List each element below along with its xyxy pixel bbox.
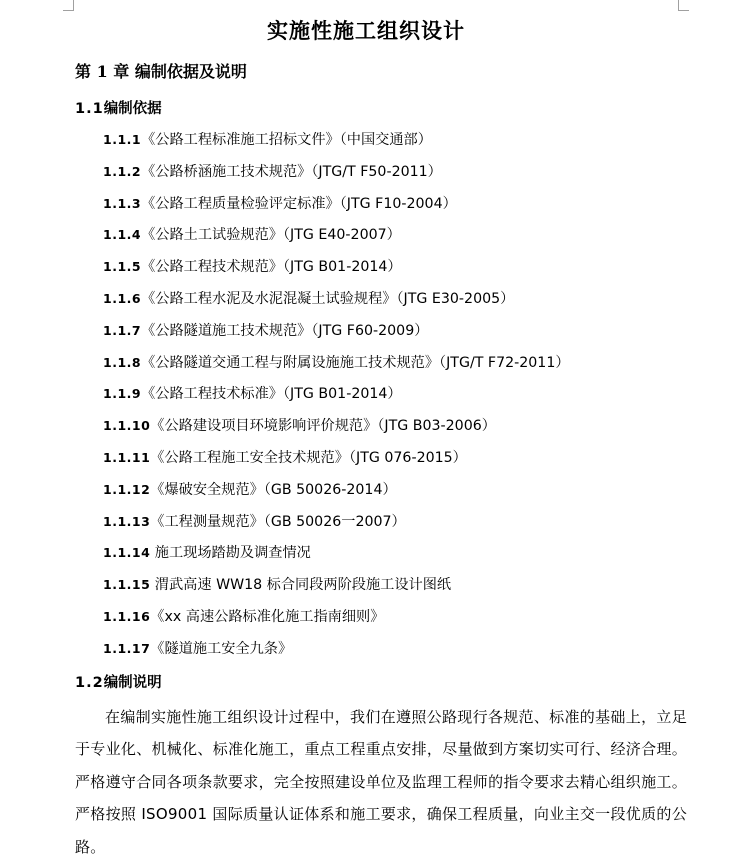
reference-title: 《工程测量规范》（GB 50026一2007） — [150, 513, 406, 530]
section-title: 编制说明 — [103, 675, 162, 691]
reference-title: 《公路隧道交通工程与附属设施施工技术规范》（JTG/T F72-2011） — [141, 354, 570, 371]
reference-number: 1.1.1 — [103, 132, 142, 147]
reference-number: 1.1.15 — [103, 577, 151, 593]
reference-number: 1.1.17 — [103, 640, 151, 656]
reference-title: 《隧道施工安全九条》 — [150, 640, 293, 657]
reference-title: 《爆破安全规范》（GB 50026-2014） — [150, 481, 397, 498]
reference-item — [103, 572, 451, 598]
section-title: 编制依据 — [103, 101, 162, 117]
reference-number: 1.1.9 — [103, 386, 142, 402]
reference-title: 《公路建设项目环境影响评价规范》（JTG B03-2006） — [150, 418, 496, 435]
reference-number: 1.1.3 — [103, 195, 142, 211]
reference-item — [103, 445, 467, 471]
reference-title: 《公路隧道施工技术规范》（JTG F60-2009） — [141, 322, 429, 339]
reference-number: 1.1.12 — [103, 481, 151, 497]
reference-item — [103, 350, 570, 376]
explanation-paragraph: 在编制实施性施工组织设计过程中，我们在遵照公路现行各规范、标准的基础上，立足于专业化、机械化、标准化施工，重点工程重点安排，尽量做到方案切实可行、经济合理。严格遵守合同各项条款要求，完全按照建设单位及监理工程师的指令要求去精心组织施工。严格按照 ISO9001 国际质量认证体系和施工要求，确保工程质量，向业主交一段优质的公路。 — [75, 708, 688, 856]
reference-title: 施工现场踏勘及调查情况 — [150, 545, 311, 562]
reference-number: 1.1.7 — [103, 322, 142, 338]
section-heading-1-2 — [75, 670, 162, 696]
reference-item — [103, 222, 401, 248]
reference-item — [103, 540, 311, 566]
reference-number: 1.1.4 — [103, 227, 142, 243]
reference-item — [103, 286, 514, 312]
reference-item — [103, 413, 496, 439]
reference-item — [103, 159, 442, 185]
reference-item — [103, 318, 428, 344]
reference-item — [103, 636, 292, 662]
reference-number: 1.1.13 — [103, 513, 151, 529]
section-number: 1.1 — [75, 101, 104, 117]
reference-title: 《公路工程水泥及水泥混凝土试验规程》（JTG E30-2005） — [141, 291, 515, 307]
document-title: 实施性施工组织设计 — [267, 18, 465, 43]
reference-item — [103, 604, 384, 630]
section-heading-1-1 — [75, 96, 162, 122]
reference-number: 1.1.10 — [103, 418, 151, 434]
reference-title: 《公路工程施工安全技术规范》（JTG 076-2015） — [150, 450, 467, 466]
reference-title: 《xx 高速公路标准化施工指南细则》 — [150, 609, 385, 625]
page-corner-mark-right — [678, 0, 689, 11]
page-corner-mark-left — [63, 0, 74, 11]
reference-number: 1.1.6 — [103, 291, 142, 306]
reference-title: 《公路工程技术规范》（JTG B01-2014） — [141, 259, 402, 276]
section-number: 1.2 — [75, 675, 104, 691]
reference-item — [103, 254, 402, 280]
reference-title: 《公路土工试验规范》（JTG E40-2007） — [141, 227, 401, 244]
reference-title: 《公路工程技术标准》（JTG B01-2014） — [141, 386, 402, 403]
reference-title: 《公路桥涵施工技术规范》（JTG/T F50-2011） — [141, 163, 442, 180]
reference-number: 1.1.11 — [103, 450, 151, 465]
reference-item — [103, 381, 402, 407]
reference-number: 1.1.5 — [103, 259, 142, 275]
reference-item — [103, 477, 397, 503]
reference-item — [103, 127, 432, 153]
reference-title: 《公路工程质量检验评定标准》（JTG F10-2004） — [141, 195, 457, 212]
chapter-heading: 第 1 章 编制依据及说明 — [75, 62, 247, 81]
reference-number: 1.1.16 — [103, 609, 151, 624]
reference-item — [103, 509, 406, 535]
reference-item — [103, 191, 457, 217]
reference-number: 1.1.8 — [103, 354, 142, 370]
reference-title: 渭武高速 WW18 标合同段两阶段施工设计图纸 — [150, 577, 452, 594]
reference-number: 1.1.2 — [103, 163, 142, 179]
reference-number: 1.1.14 — [103, 545, 151, 561]
reference-title: 《公路工程标准施工招标文件》（中国交通部） — [141, 132, 432, 148]
